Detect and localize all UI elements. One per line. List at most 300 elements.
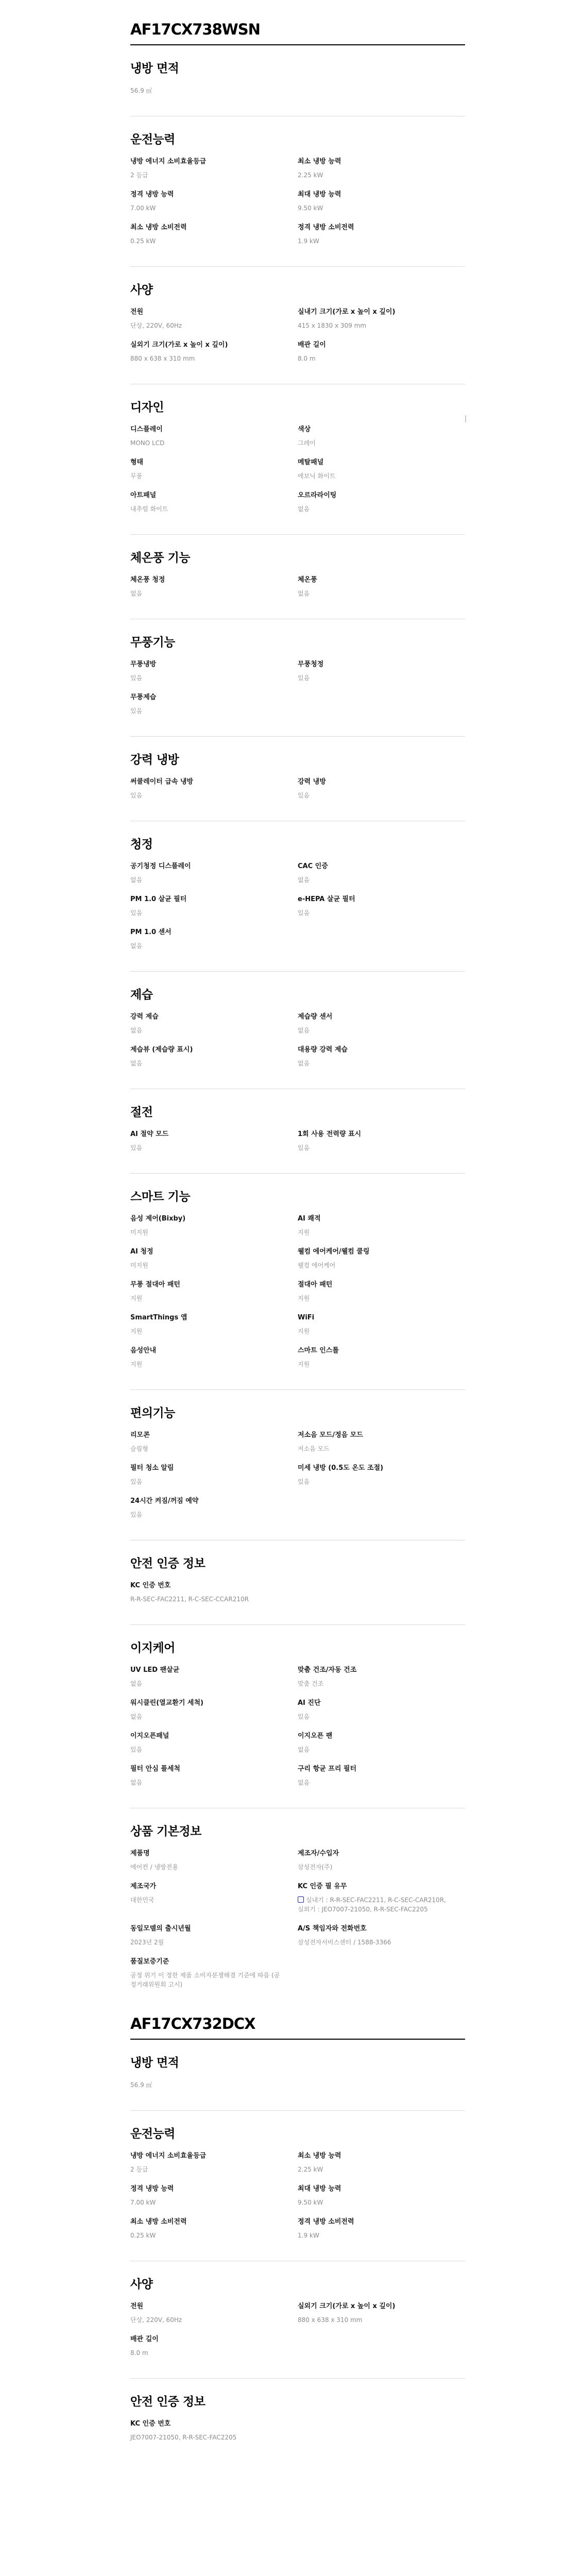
- spec-item: [298, 491, 465, 514]
- spec-label: AI 진단: [298, 1699, 321, 1707]
- spec-value: [298, 1360, 453, 1369]
- spec-value: [130, 236, 285, 246]
- spec-item: [130, 1849, 298, 1872]
- spec-label: 무풍제습: [130, 693, 157, 701]
- spec-item: [130, 341, 298, 363]
- spec-section: [130, 1540, 465, 1625]
- section-title: 냉방 면적: [130, 62, 179, 75]
- spec-item: [130, 2419, 298, 2442]
- spec-section: [130, 972, 465, 1089]
- spec-value-text: 415 x 1830 x 309 mm: [298, 322, 367, 329]
- spec-section: [130, 384, 465, 535]
- spec-value: [298, 791, 453, 800]
- spec-value: [130, 1059, 285, 1068]
- spec-value-text: 지원: [130, 1295, 143, 1302]
- spec-value-text: 단상, 220V, 60Hz: [130, 2316, 182, 2324]
- spec-value-text: 맞춤 건조: [298, 1680, 324, 1687]
- spec-value: [298, 1143, 453, 1153]
- spec-value: [130, 941, 285, 951]
- spec-value: [130, 171, 285, 180]
- spec-value: [298, 236, 453, 246]
- spec-value: [130, 1895, 285, 1905]
- spec-value-text: 있음: [298, 1478, 310, 1485]
- spec-value: [130, 204, 285, 213]
- spec-value-text: 있음: [298, 674, 310, 682]
- spec-value: [298, 1778, 453, 1787]
- spec-value: [130, 1360, 285, 1369]
- spec-value: [130, 1228, 285, 1237]
- spec-value-text: 있음: [130, 1478, 143, 1485]
- section-title: 청정: [130, 838, 153, 851]
- spec-label: 최대 냉방 능력: [298, 191, 341, 198]
- spec-value-text: 없음: [130, 942, 143, 950]
- spec-value-text: 1.9 kW: [298, 2232, 319, 2239]
- spec-value-text: 없음: [130, 1680, 143, 1687]
- spec-section: [130, 821, 465, 972]
- spec-item: [130, 1581, 298, 1604]
- scroll-indicator[interactable]: [465, 415, 466, 422]
- spec-value: [130, 1595, 285, 1604]
- spec-label: e-HEPA 살균 필터: [298, 895, 355, 903]
- spec-item: [130, 157, 298, 180]
- spec-item: [298, 1346, 465, 1369]
- spec-label: 정격 냉방 능력: [130, 191, 174, 198]
- spec-item: [130, 2184, 298, 2207]
- spec-label: 공기청정 디스플레이: [130, 862, 191, 870]
- spec-label: 체온풍: [298, 576, 317, 584]
- spec-value-text: 있음: [298, 1144, 310, 1151]
- spec-value: [130, 2433, 285, 2442]
- spec-item: [298, 1882, 465, 1914]
- spec-value-text: 공정 위기 이 정한 제품 소비자분쟁해결 기준에 따름 (공정거래위원회 고시): [130, 1972, 280, 1988]
- spec-section: [130, 1390, 465, 1540]
- spec-value-text: MONO LCD: [130, 439, 165, 447]
- spec-value-text: 56.9 ㎡: [130, 2081, 152, 2089]
- spec-label: 구리 항균 프리 필터: [298, 1765, 357, 1773]
- spec-item: [130, 862, 298, 885]
- spec-value-text: 있음: [298, 1713, 310, 1720]
- spec-item: [130, 1765, 298, 1787]
- section-title: 편의기능: [130, 1406, 175, 1420]
- spec-label: AI 청정: [130, 1248, 153, 1256]
- spec-label: 메탈패널: [298, 459, 324, 466]
- section-title: 제습: [130, 988, 153, 1002]
- spec-value: [130, 1477, 285, 1486]
- spec-value: [130, 1971, 285, 1989]
- spec-section: [130, 1089, 465, 1174]
- spec-item: [130, 575, 298, 598]
- spec-item: [130, 1346, 298, 1369]
- model-name: AF17CX732DCX: [130, 2015, 465, 2040]
- spec-grid: [130, 777, 465, 810]
- section-title: 운전능력: [130, 133, 175, 146]
- section-title: 사양: [130, 283, 153, 297]
- spec-grid: [130, 2080, 465, 2100]
- spec-grid: [130, 157, 465, 256]
- spec-value: [298, 1059, 453, 1068]
- spec-value-text: 8.0 m: [298, 355, 316, 362]
- spec-value-text: 삼성전자서비스센터 / 1588-3366: [298, 1939, 391, 1946]
- spec-item: [298, 223, 465, 246]
- spec-item: [130, 1012, 298, 1035]
- spec-value-text: 없음: [130, 876, 143, 884]
- spec-value: [130, 673, 285, 683]
- spec-value-text: 56.9 ㎡: [130, 87, 152, 94]
- spec-item: [298, 2184, 465, 2207]
- spec-label: 최소 냉방 소비전력: [130, 224, 187, 231]
- spec-value: [130, 1444, 285, 1453]
- spec-item: [130, 425, 298, 448]
- spec-item: [130, 1957, 298, 1989]
- section-title: 체온풍 기능: [130, 551, 191, 565]
- spec-value: [298, 1026, 453, 1035]
- link-icon[interactable]: [298, 1896, 304, 1903]
- spec-item: [298, 341, 465, 363]
- spec-value: [298, 1745, 453, 1754]
- spec-value: [298, 354, 453, 363]
- spec-label: CAC 인증: [298, 862, 328, 870]
- spec-value: [298, 2198, 453, 2207]
- spec-grid: [130, 425, 465, 524]
- spec-section: [130, 2379, 465, 2463]
- spec-value-text: 지원: [130, 1361, 143, 1368]
- spec-label: 색상: [298, 426, 311, 433]
- spec-item: [130, 458, 298, 481]
- spec-label: KC 인증 필 유무: [298, 1883, 347, 1890]
- spec-label: 무풍 절대아 패턴: [130, 1281, 180, 1289]
- model-spec-block: [130, 21, 465, 2010]
- spec-item: [298, 1012, 465, 1035]
- model-spec-block: [130, 2015, 465, 2463]
- spec-item: [130, 308, 298, 330]
- spec-label: 제조자/수입자: [298, 1850, 339, 1857]
- spec-value-text: 지원: [130, 1328, 143, 1335]
- spec-grid: [130, 1012, 465, 1078]
- spec-section: [130, 45, 465, 116]
- spec-value: [130, 2348, 285, 2358]
- spec-item: [298, 2217, 465, 2240]
- spec-value: [298, 1895, 453, 1914]
- spec-value: [130, 1261, 285, 1270]
- spec-item: [130, 1699, 298, 1721]
- spec-item: [130, 491, 298, 514]
- spec-label: KC 인증 번호: [130, 1582, 171, 1589]
- spec-value: [130, 791, 285, 800]
- spec-value-text: 없음: [298, 505, 310, 513]
- spec-value-text: 지원: [298, 1295, 310, 1302]
- spec-value-text: 지원: [298, 1229, 310, 1236]
- spec-section: [130, 1174, 465, 1390]
- spec-label: 1회 사용 전력량 표시: [298, 1130, 362, 1138]
- spec-label: 동일모델의 출시년월: [130, 1925, 191, 1933]
- spec-item: [298, 190, 465, 213]
- spec-value: [298, 1679, 453, 1688]
- spec-grid: [130, 1431, 465, 1530]
- spec-label: 맞춤 건조/자동 건조: [298, 1666, 357, 1674]
- spec-section: [130, 619, 465, 737]
- spec-label: 실외기 크기(가로 x 높이 x 깊이): [298, 2302, 396, 2310]
- spec-item: [298, 575, 465, 598]
- spec-value-text: 7.00 kW: [130, 2199, 156, 2206]
- spec-label: 정격 냉방 소비전력: [298, 224, 354, 231]
- spec-label: 정격 냉방 능력: [130, 2185, 174, 2193]
- spec-section: [130, 1625, 465, 1808]
- section-title: 안전 인증 정보: [130, 2395, 206, 2409]
- spec-value: [298, 1938, 453, 1947]
- spec-item: [130, 1666, 298, 1688]
- spec-label: 웰컴 에어케어/웰컴 쿨링: [298, 1248, 370, 1256]
- spec-item: [298, 308, 465, 330]
- spec-item: [298, 1699, 465, 1721]
- spec-item: [298, 1765, 465, 1787]
- spec-section: [130, 737, 465, 821]
- spec-label: 배관 길이: [298, 341, 326, 349]
- spec-label: 정격 냉방 소비전력: [298, 2218, 354, 2226]
- spec-value: [298, 673, 453, 683]
- spec-value: [298, 438, 453, 448]
- spec-value-text: 있음: [298, 792, 310, 799]
- spec-label: 아트패널: [130, 492, 157, 499]
- spec-value-text: 8.0 m: [130, 2349, 148, 2357]
- spec-value-text: 없음: [130, 1713, 143, 1720]
- spec-label: 이지오픈패널: [130, 1732, 169, 1740]
- spec-item: [130, 1214, 298, 1237]
- spec-label: 제습량 센서: [298, 1013, 333, 1021]
- spec-value-text: 9.50 kW: [298, 2199, 323, 2206]
- spec-label: 실내기 크기(가로 x 높이 x 깊이): [298, 308, 396, 316]
- section-title: 사양: [130, 2278, 153, 2291]
- spec-grid: [130, 86, 465, 106]
- spec-label: 24시간 켜짐/꺼짐 예약: [130, 1497, 199, 1505]
- spec-item: [130, 693, 298, 716]
- spec-item: [298, 1280, 465, 1303]
- spec-item: [130, 2217, 298, 2240]
- spec-grid: [130, 1849, 465, 1999]
- spec-value: [130, 1679, 285, 1688]
- spec-item: [298, 458, 465, 481]
- spec-item: [298, 660, 465, 683]
- spec-section: [130, 2111, 465, 2261]
- spec-value: [298, 875, 453, 885]
- spec-label: 저소음 모드/정음 모드: [298, 1431, 363, 1439]
- spec-grid: [130, 2302, 465, 2368]
- spec-label: 배관 길이: [130, 2335, 159, 2343]
- spec-label: 리모콘: [130, 1431, 150, 1439]
- spec-item: [298, 777, 465, 800]
- spec-value: [130, 1294, 285, 1303]
- spec-value: [130, 504, 285, 514]
- spec-value-text: 없음: [298, 876, 310, 884]
- spec-item: [130, 2302, 298, 2325]
- spec-item: [130, 2080, 298, 2090]
- spec-value: [130, 2165, 285, 2174]
- spec-value-text: 무풍: [130, 472, 143, 480]
- spec-label: 냉방 에너지 소비효율등급: [130, 2152, 207, 2160]
- spec-item: [298, 425, 465, 448]
- spec-value-text: 웰컴 에어케어: [298, 1262, 336, 1269]
- spec-value-text: 삼성전자(주): [298, 1863, 333, 1871]
- spec-label: A/S 책임자와 전화번호: [298, 1925, 367, 1933]
- spec-label: 오르라라이팅: [298, 492, 337, 499]
- spec-item: [130, 928, 298, 951]
- spec-section: [130, 535, 465, 619]
- spec-item: [298, 1313, 465, 1336]
- spec-value: [130, 1862, 285, 1872]
- spec-label: KC 인증 번호: [130, 2420, 171, 2428]
- spec-item: [298, 1849, 465, 1872]
- spec-label: 강력 제습: [130, 1013, 159, 1021]
- spec-value-text: 슬림형: [130, 1445, 148, 1452]
- spec-label: 최대 냉방 능력: [298, 2185, 341, 2193]
- spec-value-text: 9.50 kW: [298, 205, 323, 212]
- spec-value: [298, 908, 453, 918]
- spec-label: 제습뷰 (제습량 표시): [130, 1046, 193, 1054]
- spec-item: [298, 1431, 465, 1453]
- spec-item: [130, 1732, 298, 1754]
- spec-value-text: 2.25 kW: [298, 172, 323, 179]
- spec-item: [298, 1130, 465, 1153]
- spec-label: 품질보증기준: [130, 1958, 169, 1965]
- section-title: 디자인: [130, 401, 164, 414]
- section-title: 이지케어: [130, 1641, 175, 1655]
- spec-item: [130, 895, 298, 918]
- section-title: 운전능력: [130, 2127, 175, 2141]
- spec-item: [130, 1431, 298, 1453]
- spec-value-text: 단상, 220V, 60Hz: [130, 322, 182, 329]
- spec-value: [298, 171, 453, 180]
- spec-value: [298, 1444, 453, 1453]
- spec-label: 무풍냉방: [130, 660, 157, 668]
- spec-item: [130, 2151, 298, 2174]
- spec-value: [130, 354, 285, 363]
- spec-value-text: 0.25 kW: [130, 238, 156, 245]
- spec-item: [130, 1280, 298, 1303]
- spec-item: [298, 1247, 465, 1270]
- spec-label: SmartThings 앱: [130, 1314, 187, 1321]
- spec-value-text: 없음: [298, 1027, 310, 1034]
- spec-value-text: 있음: [130, 674, 143, 682]
- spec-value: [130, 589, 285, 598]
- spec-label: 음성 제어(Bixby): [130, 1215, 186, 1223]
- spec-value-text: 2 등급: [130, 172, 148, 179]
- spec-label: WiFi: [298, 1314, 315, 1321]
- spec-value: [130, 2315, 285, 2325]
- spec-item: [298, 1732, 465, 1754]
- spec-value: [130, 908, 285, 918]
- spec-label: 음성안내: [130, 1347, 157, 1354]
- spec-value: [298, 1228, 453, 1237]
- spec-label: 냉방 에너지 소비효율등급: [130, 158, 207, 165]
- spec-value-text: 미지원: [130, 1262, 148, 1269]
- spec-item: [298, 1666, 465, 1688]
- spec-value: [130, 2198, 285, 2207]
- spec-value-text: 없음: [298, 1779, 310, 1786]
- spec-value: [130, 875, 285, 885]
- spec-value: [130, 2080, 285, 2090]
- spec-item: [298, 157, 465, 180]
- spec-value: [130, 1712, 285, 1721]
- spec-grid: [130, 2419, 465, 2452]
- spec-value: [130, 2231, 285, 2240]
- spec-value: [298, 589, 453, 598]
- spec-value-text: 있음: [130, 1511, 143, 1518]
- spec-item: [130, 1247, 298, 1270]
- spec-value-text: 없음: [130, 1060, 143, 1067]
- spec-label: 최소 냉방 능력: [298, 2152, 341, 2160]
- spec-item: [130, 2335, 298, 2358]
- spec-value-text: 있음: [130, 707, 143, 715]
- spec-item: [298, 2302, 465, 2325]
- spec-value: [130, 1745, 285, 1754]
- spec-value: [130, 471, 285, 481]
- spec-label: 전원: [130, 308, 144, 316]
- spec-label: AI 절약 모드: [130, 1130, 169, 1138]
- spec-item: [130, 1924, 298, 1947]
- section-title: 강력 냉방: [130, 753, 179, 767]
- spec-value: [130, 86, 285, 95]
- spec-value-text: 에보닉 화이트: [298, 472, 336, 480]
- spec-value-text: 7.00 kW: [130, 205, 156, 212]
- spec-value-text: 없음: [130, 1027, 143, 1034]
- spec-grid: [130, 575, 465, 608]
- spec-item: [298, 1924, 465, 1947]
- section-title: 무풍기능: [130, 636, 175, 649]
- spec-value-text: 없음: [130, 590, 143, 597]
- spec-section: [130, 2040, 465, 2111]
- spec-value: [298, 1327, 453, 1336]
- spec-value-text: 880 x 638 x 310 mm: [298, 2316, 363, 2324]
- spec-section: [130, 267, 465, 384]
- spec-value-text: 없음: [298, 1746, 310, 1753]
- section-title: 상품 기본정보: [130, 1825, 201, 1838]
- spec-label: PM 1.0 살균 필터: [130, 895, 187, 903]
- spec-value: [130, 706, 285, 716]
- spec-value: [130, 1778, 285, 1787]
- spec-value-text: 2 등급: [130, 2166, 148, 2173]
- spec-value: [130, 1327, 285, 1336]
- spec-label: 형태: [130, 459, 144, 466]
- spec-value: [130, 438, 285, 448]
- spec-label: 강력 냉방: [298, 778, 326, 786]
- spec-value-text: 미지원: [130, 1229, 148, 1236]
- spec-value: [298, 471, 453, 481]
- spec-label: 실외기 크기(가로 x 높이 x 깊이): [130, 341, 228, 349]
- spec-value: [298, 2165, 453, 2174]
- spec-label: 이지오픈 팬: [298, 1732, 333, 1740]
- spec-label: PM 1.0 센서: [130, 928, 172, 936]
- spec-label: 체온풍 청정: [130, 576, 165, 584]
- spec-grid: [130, 308, 465, 374]
- spec-label: 필터 청소 알림: [130, 1464, 174, 1472]
- spec-value-text: 2.25 kW: [298, 2166, 323, 2173]
- spec-value-text: 있음: [298, 909, 310, 917]
- spec-grid: [130, 1666, 465, 1798]
- spec-value-text: 실내기 : R-R-SEC-FAC2211, R-C-SEC-CAR210R, 실외기 : JEO7007-21050, R-R-SEC-FAC2205: [298, 1896, 446, 1913]
- spec-value: [298, 2315, 453, 2325]
- spec-value-text: 0.25 kW: [130, 2232, 156, 2239]
- spec-label: 최소 냉방 능력: [298, 158, 341, 165]
- spec-value: [298, 1477, 453, 1486]
- spec-value-text: 있음: [130, 1144, 143, 1151]
- spec-value-text: 있음: [130, 1746, 143, 1753]
- spec-item: [130, 223, 298, 246]
- spec-value-text: 에어컨 / 냉방전용: [130, 1863, 178, 1871]
- spec-section: [130, 1808, 465, 2010]
- spec-label: AI 쾌적: [298, 1215, 321, 1223]
- spec-value-text: 저소음 모드: [298, 1445, 330, 1452]
- spec-value: [298, 321, 453, 330]
- spec-value-text: JEO7007-21050, R-R-SEC-FAC2205: [130, 2434, 237, 2441]
